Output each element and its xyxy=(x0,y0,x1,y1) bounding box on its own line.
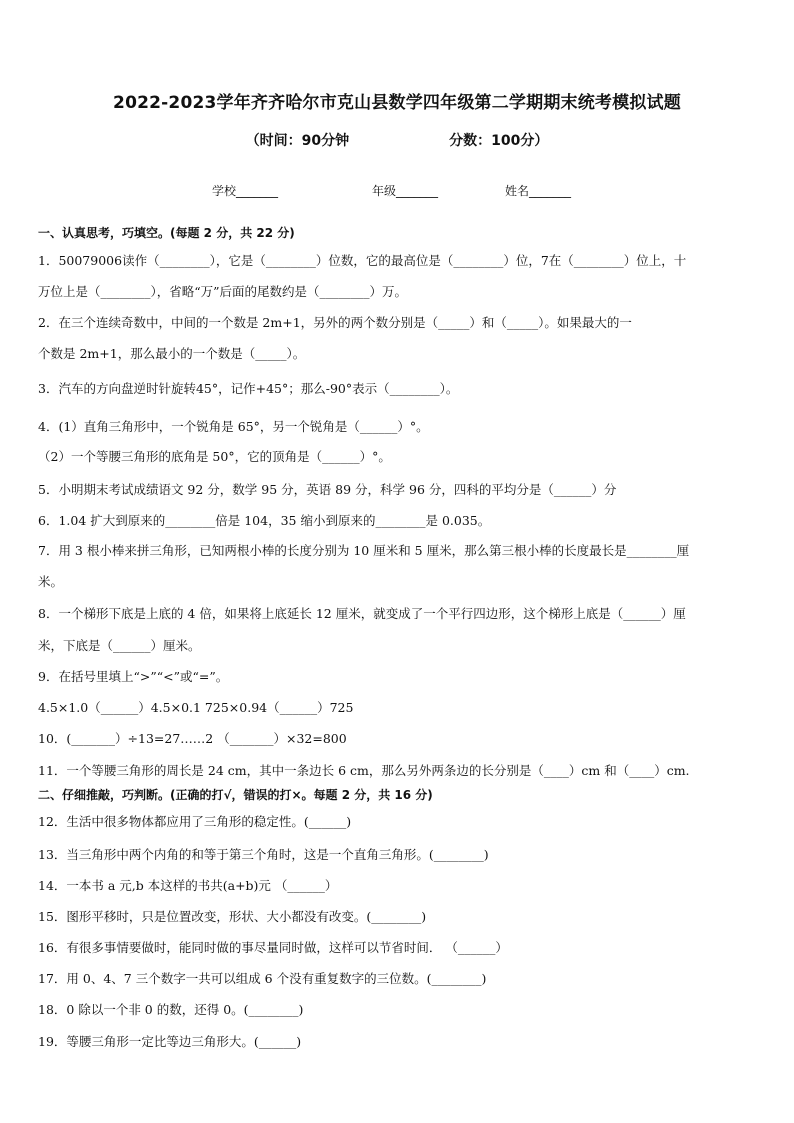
question-line: 米。 xyxy=(38,574,64,589)
grade-field[interactable]: 年级_______ xyxy=(372,184,439,198)
question-line: 1．50079006读作（________），它是（________）位数，它的最高位是（________）位，7在（________）位上，十 xyxy=(38,253,687,268)
page-title: 2022-2023学年齐齐哈尔市克山县数学四年级第二学期期末统考模拟试题 xyxy=(113,93,681,113)
question-line: 5．小明期末考试成绩语文 92 分，数学 95 分，英语 89 分，科学 96 分，四科的平均分是（______）分 xyxy=(38,482,617,497)
question-line: 13．当三角形中两个内角的和等于第三个角时，这是一个直角三角形。(________) xyxy=(38,847,489,862)
question-line: 米，下底是（______）厘米。 xyxy=(38,638,201,653)
exam-info xyxy=(0,130,794,150)
question-line: 万位上是（________），省略“万”后面的尾数约是（________）万。 xyxy=(38,284,408,299)
question-line: （2）一个等腰三角形的底角是 50°，它的顶角是（______）°。 xyxy=(38,449,391,464)
question-line: 4．(1）直角三角形中，一个锐角是 65°，另一个锐角是（______）°。 xyxy=(38,419,429,434)
question-line: 18．0 除以一个非 0 的数，还得 0。(________) xyxy=(38,1002,304,1017)
question-line: 16．有很多事情要做时，能同时做的事尽量同时做，这样可以节省时间． （______） xyxy=(38,940,508,955)
question-line: 14．一本书 a 元,b 本这样的书共(a+b)元 （______） xyxy=(38,878,338,893)
question-line: 17．用 0、4、7 三个数字一共可以组成 6 个没有重复数字的三位数。(________) xyxy=(38,971,487,986)
question-line: 10．(_______）÷13=27……2 （_______）×32=800 xyxy=(38,731,347,746)
score-label: 分数：100分） xyxy=(449,133,549,149)
section-heading: 一、认真思考，巧填空。(每题 2 分，共 22 分) xyxy=(38,226,295,240)
time-label: （时间：90分钟 xyxy=(245,133,350,149)
school-field[interactable]: 学校_______ xyxy=(212,184,279,198)
section-heading: 二、仔细推敲，巧判断。(正确的打√，错误的打×。每题 2 分，共 16 分) xyxy=(38,788,433,802)
name-field[interactable]: 姓名_______ xyxy=(505,184,572,198)
question-line: 11．一个等腰三角形的周长是 24 cm，其中一条边长 6 cm，那么另外两条边的长分别是（____）cm 和（____）cm. xyxy=(38,763,690,778)
question-line: 8．一个梯形下底是上底的 4 倍，如果将上底延长 12 厘米，就变成了一个平行四边形，这个梯形上底是（______）厘 xyxy=(38,606,686,621)
question-line: 3．汽车的方向盘逆时针旋转45°，记作+45°；那么-90°表示（________）。 xyxy=(38,381,459,396)
question-line: 12．生活中很多物体都应用了三角形的稳定性。(______) xyxy=(38,814,352,829)
question-line: 4.5×1.0（______）4.5×0.1 725×0.94（______）725 xyxy=(38,700,354,715)
question-line: 9．在括号里填上“>”“<”或“=”。 xyxy=(38,669,229,684)
question-line: 个数是 2m+1，那么最小的一个数是（_____）。 xyxy=(38,346,306,361)
question-line: 15．图形平移时，只是位置改变，形状、大小都没有改变。(________) xyxy=(38,909,427,924)
question-line: 2．在三个连续奇数中，中间的一个数是 2m+1，另外的两个数分别是（_____）和（_____）。如果最大的一 xyxy=(38,315,632,330)
question-line: 6．1.04 扩大到原来的________倍是 104，35 缩小到原来的________是 0.035。 xyxy=(38,513,491,528)
question-line: 7．用 3 根小棒来拼三角形，已知两根小棒的长度分别为 10 厘米和 5 厘米，那么第三根小棒的长度最长是________厘 xyxy=(38,543,690,558)
question-line: 19．等腰三角形一定比等边三角形大。(______) xyxy=(38,1034,302,1049)
